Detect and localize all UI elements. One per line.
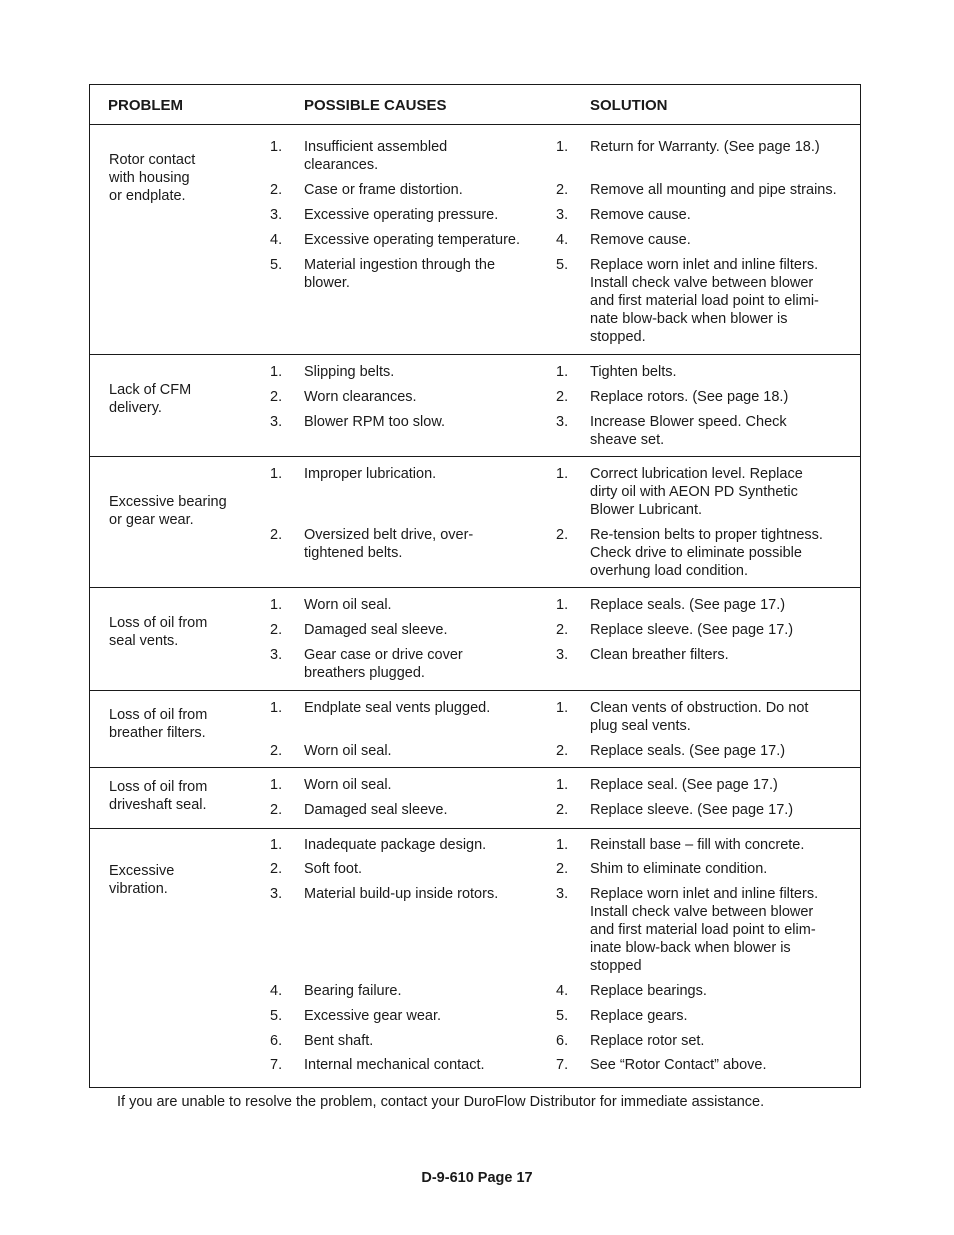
problem-label: Loss of oil from breather filters. <box>109 707 208 741</box>
solution-text: Clean breather filters. <box>590 647 729 663</box>
cause-number: 7. <box>270 1057 283 1073</box>
solution-number: 1. <box>556 466 569 482</box>
cause-number: 1. <box>270 837 283 853</box>
solution-number: 2. <box>556 743 569 759</box>
solution-number: 1. <box>556 364 569 380</box>
solution-number: 1. <box>556 700 569 716</box>
cause-text: Improper lubrication. <box>304 466 437 482</box>
cause-number: 1. <box>270 364 283 380</box>
cause-text: Case or frame distortion. <box>304 182 463 198</box>
solution-text: Replace bearings. <box>590 983 707 999</box>
solution-number: 6. <box>556 1033 569 1049</box>
cause-number: 2. <box>270 182 283 198</box>
problem-label: Lack of CFM delivery. <box>109 382 192 416</box>
solution-number: 2. <box>556 527 569 543</box>
cause-number: 1. <box>270 700 283 716</box>
solution-text: Replace seals. (See page 17.) <box>590 743 786 759</box>
solution-text: Increase Blower speed. Check sheave set. <box>590 414 787 448</box>
solution-text: Replace rotors. (See page 18.) <box>590 389 789 405</box>
problem-label: Excessive bearing or gear wear. <box>109 494 227 528</box>
troubleshooting-table <box>89 84 861 1088</box>
solution-text: Replace sleeve. (See page 17.) <box>590 802 794 818</box>
cause-number: 2. <box>270 802 283 818</box>
problem-section <box>90 828 860 1087</box>
header-solution: SOLUTION <box>590 97 668 114</box>
cause-text: Worn clearances. <box>304 389 417 405</box>
problem-section <box>90 456 860 587</box>
cause-text: Bent shaft. <box>304 1033 374 1049</box>
cause-number: 2. <box>270 861 283 877</box>
cause-number: 2. <box>270 527 283 543</box>
cause-number: 3. <box>270 414 283 430</box>
cause-number: 4. <box>270 983 283 999</box>
table-header <box>90 85 860 125</box>
solution-text: Replace rotor set. <box>590 1033 705 1049</box>
solution-text: Clean vents of obstruction. Do not plug seal vents. <box>590 700 809 734</box>
header-problem: PROBLEM <box>108 97 183 114</box>
cause-number: 2. <box>270 743 283 759</box>
solution-number: 4. <box>556 983 569 999</box>
solution-number: 5. <box>556 257 569 273</box>
solution-text: Replace seal. (See page 17.) <box>590 777 778 793</box>
solution-text: Replace seals. (See page 17.) <box>590 597 786 613</box>
cause-text: Worn oil seal. <box>304 743 392 759</box>
solution-number: 2. <box>556 389 569 405</box>
solution-number: 1. <box>556 139 569 155</box>
solution-number: 2. <box>556 861 569 877</box>
solution-number: 2. <box>556 802 569 818</box>
footer-note: If you are unable to resolve the problem, contact your DuroFlow Distributor for immediate assistance. <box>117 1094 765 1110</box>
solution-text: Correct lubrication level. Replace dirty oil with AEON PD Synthetic Blower Lubricant. <box>590 466 803 518</box>
cause-number: 1. <box>270 466 283 482</box>
problem-label: Loss of oil from driveshaft seal. <box>109 779 208 813</box>
cause-number: 1. <box>270 777 283 793</box>
cause-number: 5. <box>270 1008 283 1024</box>
solution-number: 4. <box>556 232 569 248</box>
cause-text: Bearing failure. <box>304 983 402 999</box>
cause-text: Worn oil seal. <box>304 777 392 793</box>
cause-text: Gear case or drive cover breathers plugged. <box>304 647 463 681</box>
cause-number: 3. <box>270 207 283 223</box>
cause-number: 5. <box>270 257 283 273</box>
problem-label: Loss of oil from seal vents. <box>109 615 208 649</box>
cause-text: Inadequate package design. <box>304 837 487 853</box>
solution-number: 1. <box>556 777 569 793</box>
problem-section <box>90 354 860 456</box>
cause-text: Worn oil seal. <box>304 597 392 613</box>
problem-section <box>90 587 860 690</box>
cause-text: Slipping belts. <box>304 364 395 380</box>
cause-number: 1. <box>270 139 283 155</box>
cause-number: 2. <box>270 622 283 638</box>
solution-text: Shim to eliminate condition. <box>590 861 768 877</box>
cause-text: Blower RPM too slow. <box>304 414 446 430</box>
solution-text: Replace worn inlet and inline filters. Install check valve between blower and first material load point to elim- inate blow-back when blower is stopped <box>590 886 819 974</box>
cause-text: Soft foot. <box>304 861 363 877</box>
solution-number: 2. <box>556 182 569 198</box>
problem-label: Excessive vibration. <box>109 863 175 897</box>
problem-section <box>90 767 860 828</box>
solution-number: 3. <box>556 886 569 902</box>
solution-number: 5. <box>556 1008 569 1024</box>
solution-text: Tighten belts. <box>590 364 677 380</box>
cause-number: 2. <box>270 389 283 405</box>
page-identifier: D-9-610 Page 17 <box>421 1170 533 1186</box>
solution-number: 7. <box>556 1057 569 1073</box>
solution-number: 1. <box>556 597 569 613</box>
cause-number: 3. <box>270 647 283 663</box>
cause-number: 3. <box>270 886 283 902</box>
solution-text: Reinstall base – fill with concrete. <box>590 837 805 853</box>
header-possible-causes: POSSIBLE CAUSES <box>304 97 447 114</box>
solution-number: 2. <box>556 622 569 638</box>
solution-number: 3. <box>556 414 569 430</box>
solution-number: 1. <box>556 837 569 853</box>
cause-text: Damaged seal sleeve. <box>304 802 448 818</box>
cause-text: Damaged seal sleeve. <box>304 622 448 638</box>
cause-text: Oversized belt drive, over- tightened belts. <box>304 527 474 561</box>
cause-text: Endplate seal vents plugged. <box>304 700 491 716</box>
cause-text: Material build-up inside rotors. <box>304 886 499 902</box>
table-body <box>90 125 860 1087</box>
solution-text: Replace gears. <box>590 1008 688 1024</box>
solution-text: Remove cause. <box>590 207 691 223</box>
solution-text: See “Rotor Contact” above. <box>590 1057 767 1073</box>
cause-text: Insufficient assembled clearances. <box>304 139 448 173</box>
solution-text: Return for Warranty. (See page 18.) <box>590 139 820 155</box>
cause-text: Internal mechanical contact. <box>304 1057 485 1073</box>
cause-number: 6. <box>270 1033 283 1049</box>
problem-label: Rotor contact with housing or endplate. <box>109 152 196 204</box>
solution-text: Replace sleeve. (See page 17.) <box>590 622 794 638</box>
cause-text: Excessive operating temperature. <box>304 232 520 248</box>
solution-number: 3. <box>556 207 569 223</box>
solution-number: 3. <box>556 647 569 663</box>
problem-section <box>90 690 860 767</box>
solution-text: Re-tension belts to proper tightness. Check drive to eliminate possible overhung load condition. <box>590 527 823 579</box>
cause-number: 1. <box>270 597 283 613</box>
cause-text: Excessive operating pressure. <box>304 207 499 223</box>
cause-text: Material ingestion through the blower. <box>304 257 496 291</box>
cause-text: Excessive gear wear. <box>304 1008 442 1024</box>
cause-number: 4. <box>270 232 283 248</box>
solution-text: Replace worn inlet and inline filters. Install check valve between blower and first material load point to elimi- nate blow-back when blower is stopped. <box>590 257 819 345</box>
solution-text: Remove all mounting and pipe strains. <box>590 182 837 198</box>
problem-section <box>90 125 860 354</box>
solution-text: Remove cause. <box>590 232 691 248</box>
